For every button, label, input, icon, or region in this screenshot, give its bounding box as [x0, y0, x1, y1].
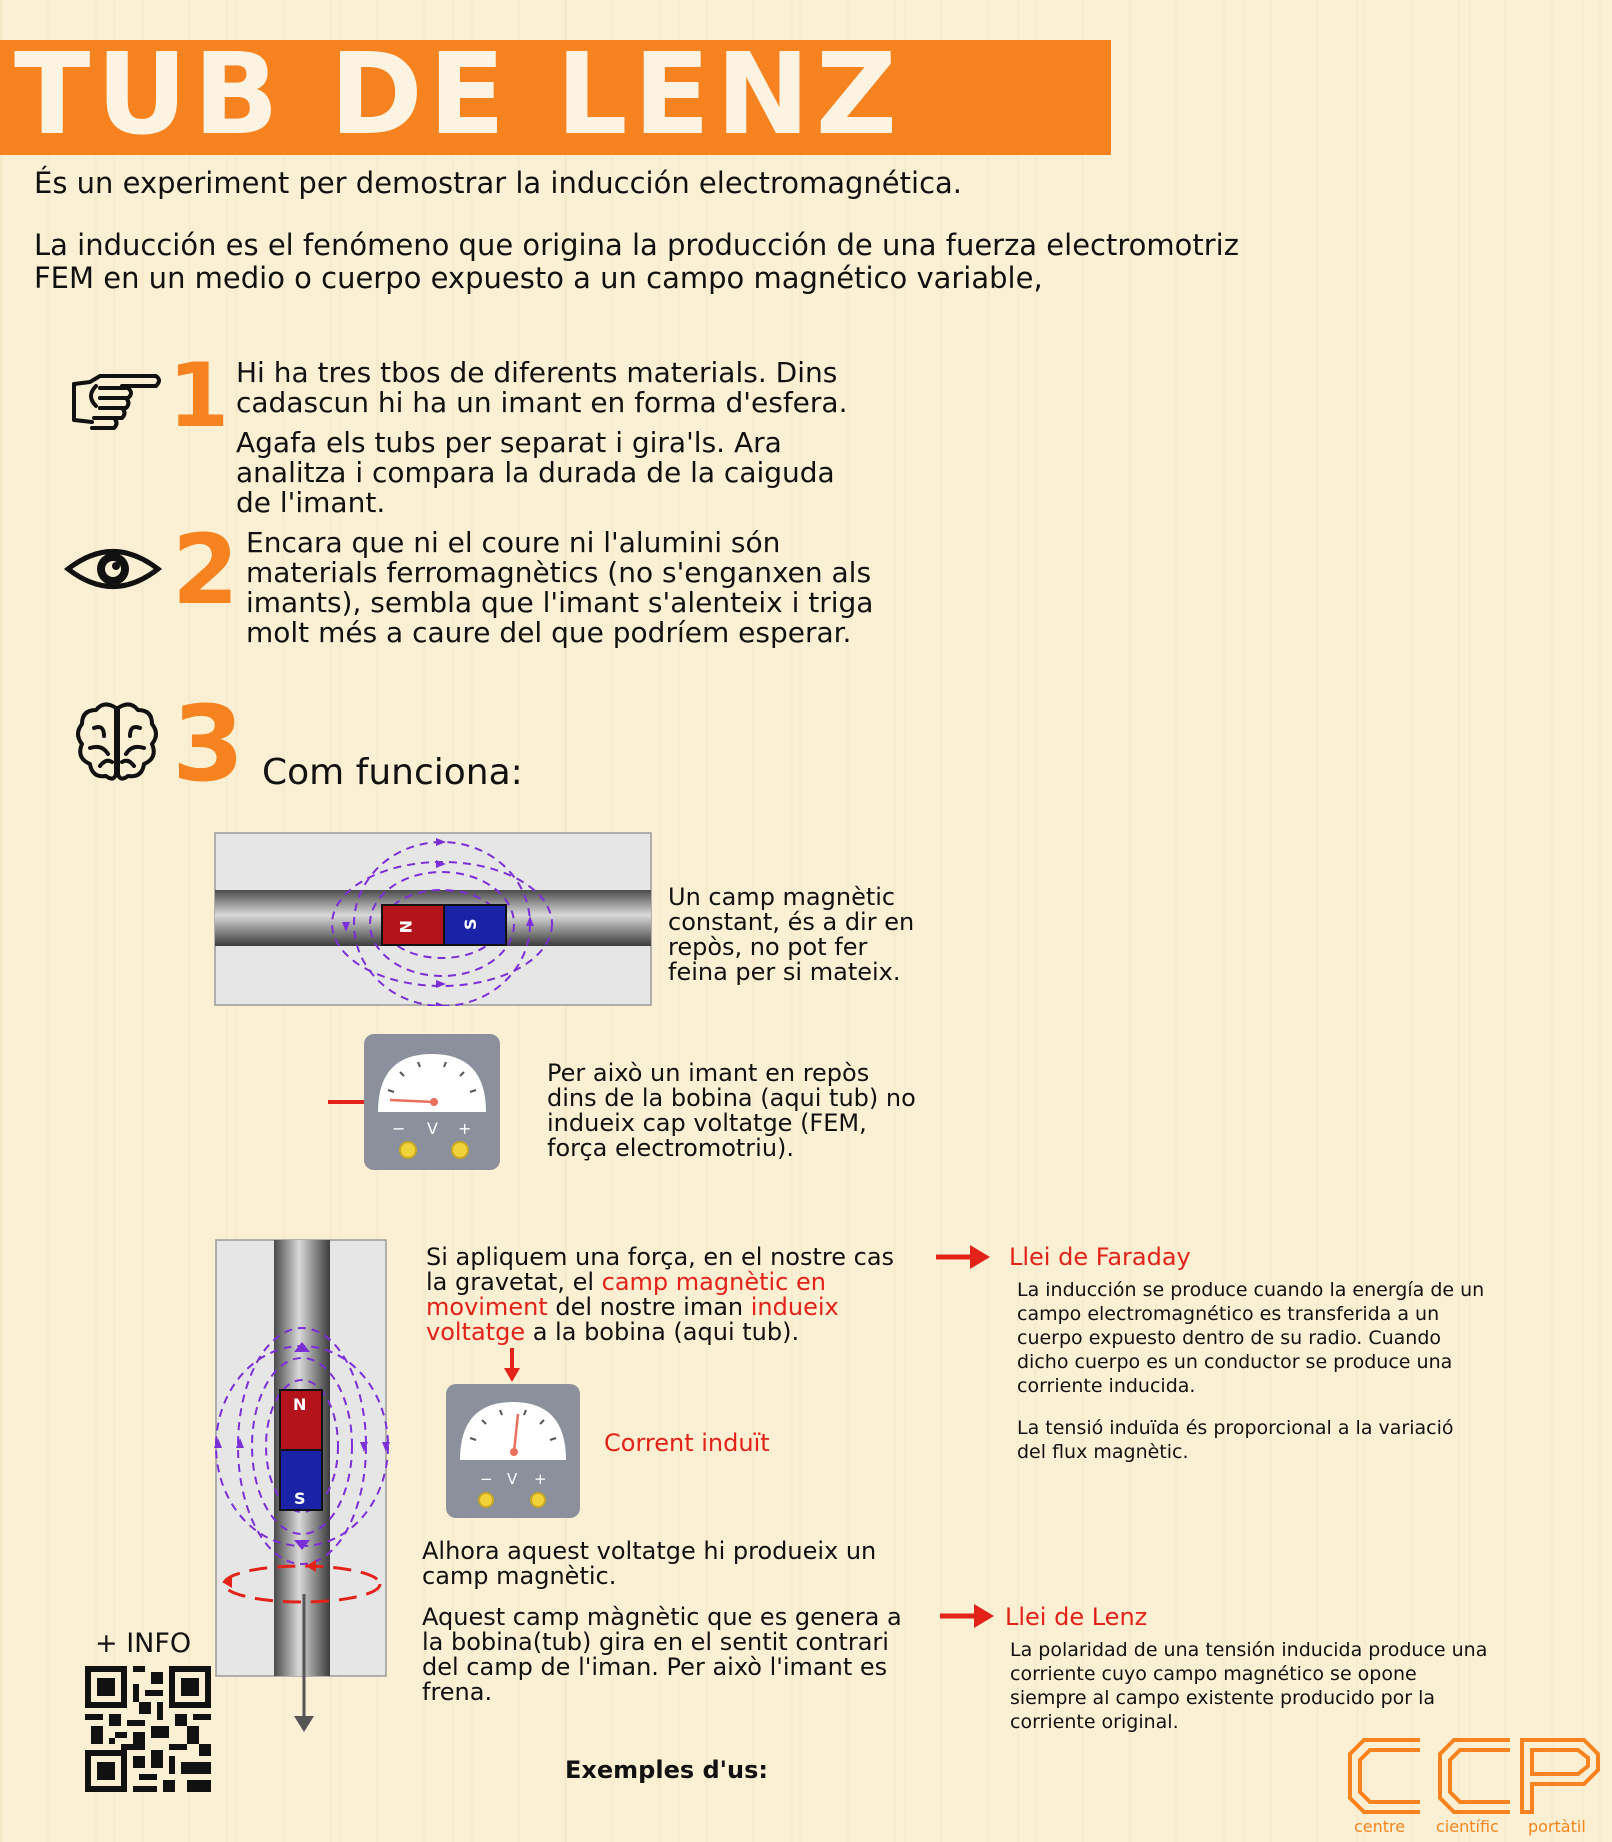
svg-text:+: +: [534, 1470, 547, 1488]
faraday-law-title: Llei de Faraday: [1009, 1243, 1191, 1271]
step-2-paragraph: Encara que ni el coure ni l'alumini són materials ferromagnètics (no s'enganxen als imants), sembla que l'imant s'alenteix i triga molt més a caure del que podríem esperar.: [246, 526, 874, 649]
lenz-arrow-icon: [940, 1604, 994, 1628]
faraday-arrow-icon: [936, 1245, 990, 1269]
svg-text:V: V: [427, 1119, 438, 1138]
faraday-law-proportional: La tensió induïda és proporcional a la variació del flux magnètic.: [1017, 1417, 1454, 1463]
step-2-number: 2: [172, 514, 239, 626]
induces-voltage-highlight: indueix voltatge: [426, 1293, 839, 1346]
static-field-text: Un camp magnètic constant, és a dir en repòs, no pot fer feina per si mateix.: [668, 883, 915, 986]
logo-word-centre: centre: [1354, 1817, 1406, 1836]
lenz-law-title: Llei de Lenz: [1005, 1603, 1148, 1631]
step-3-number: 3: [172, 683, 245, 805]
intro-line-2: La inducción es el fenómeno que origina la producción de una fuerza electromotriz: [34, 228, 1239, 262]
moving-field-highlight: camp magnètic en moviment: [426, 1268, 826, 1321]
eye-icon: [64, 542, 162, 596]
magnet-south-label: S: [461, 918, 480, 930]
page-title: TUB DE LENZ: [14, 30, 903, 160]
ccp-logo: [1344, 1728, 1602, 1836]
magnet-north-label: N: [293, 1395, 307, 1414]
logo-word-portatil: portàtil: [1528, 1817, 1586, 1836]
svg-text:+: +: [458, 1119, 472, 1138]
opposing-field-text: Aquest camp màgnètic que es genera a la bobina(tub) gira en el sentit contrari del camp de l'iman. Per això l'imant es frena.: [422, 1603, 902, 1706]
svg-text:V: V: [507, 1470, 518, 1488]
voltmeter-at-rest: [326, 1034, 502, 1172]
step-1-number: 1: [168, 344, 230, 447]
secondary-field-text: Alhora aquest voltatge hi produeix un camp magnètic.: [422, 1537, 877, 1590]
static-magnet-diagram: [214, 832, 652, 1006]
pointing-hand-icon: [70, 372, 162, 432]
qr-code-icon[interactable]: [85, 1666, 211, 1792]
how-it-works-heading: Com funciona:: [262, 752, 523, 793]
lenz-law-text: La polaridad de una tensión inducida produce una corriente cuyo campo magnético se opone siempre al campo existente producido por la corriente original.: [1010, 1639, 1488, 1733]
svg-text:−: −: [480, 1470, 493, 1488]
faraday-law-text: La inducción se produce cuando la energía de un campo electromagnético es transferida a un cuerpo expuesto dentro de su radio. Cuando dicho cuerpo es un conductor se produce una corriente inducida.: [1017, 1279, 1485, 1397]
logo-word-cientific: científic: [1436, 1817, 1499, 1836]
rest-voltage-text: Per això un imant en repòs dins de la bobina (aqui tub) no indueix cap voltatge (FEM, força electromotriu).: [547, 1059, 916, 1162]
intro-line-3: FEM en un medio o cuerpo expuesto a un campo magnético variable,: [34, 261, 1043, 295]
magnet-north-label: N: [396, 920, 415, 934]
examples-heading: Exemples d'us:: [565, 1756, 768, 1784]
fall-direction-arrow: [294, 1716, 314, 1732]
more-info-label: + INFO: [95, 1628, 192, 1659]
voltmeter-induced: [446, 1348, 582, 1520]
brain-icon: [74, 700, 160, 784]
magnet-south-label: S: [294, 1489, 306, 1508]
step-1-paragraph-1: Hi ha tres tbos de diferents materials. Dins cadascun hi ha un imant en forma d'esfera.: [236, 356, 848, 419]
falling-magnet-diagram: [214, 1238, 394, 1734]
moving-field-text: Si apliquem una força, en el nostre cas la gravetat, el camp magnètic en moviment del nostre iman indueix voltatge a la bobina (aqui tub).: [426, 1243, 895, 1346]
svg-text:−: −: [392, 1119, 406, 1138]
step-1-paragraph-2: Agafa els tubs per separat i gira'ls. Ara analitza i compara la durada de la caiguda de l'imant.: [236, 426, 835, 519]
intro-line-1: És un experiment per demostrar la inducción electromagnética.: [34, 166, 963, 200]
induced-current-label: Corrent induït: [604, 1429, 770, 1457]
